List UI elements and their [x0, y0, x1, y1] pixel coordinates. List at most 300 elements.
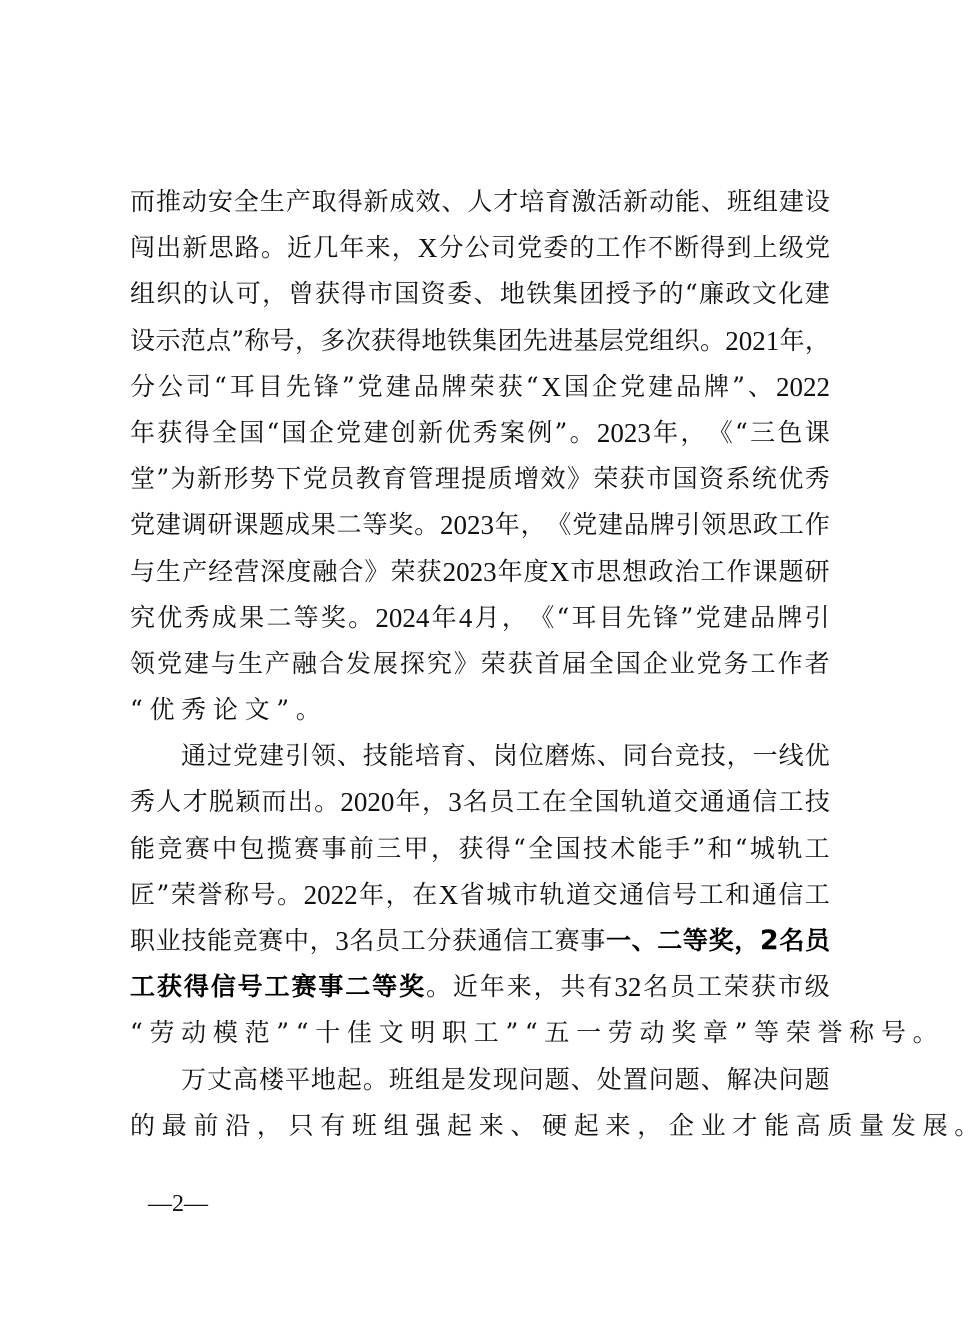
text-run: 度 — [286, 556, 312, 586]
text-run: 国 — [555, 833, 581, 863]
text-run: 共 — [560, 972, 586, 1002]
text-run: 分 — [438, 233, 464, 263]
text-run: 工 — [400, 926, 426, 955]
text-run: 一 — [752, 741, 778, 771]
text-run: 通 — [699, 787, 725, 817]
text-run: 荣 — [723, 972, 749, 1002]
text-run: 能 — [388, 741, 414, 771]
text-run: 地 — [499, 279, 525, 309]
text-run: 可 — [235, 279, 261, 309]
text-run: 公 — [464, 233, 490, 263]
text-run: 党 — [302, 464, 328, 494]
text-run: 赛 — [258, 926, 284, 955]
text-run: 题 — [778, 556, 804, 586]
text-run: 优 — [445, 417, 471, 447]
text-run: 设 — [130, 325, 156, 355]
text-run: 奖 — [671, 1018, 697, 1048]
text-run: 道 — [565, 879, 591, 909]
text-run: 、 — [466, 741, 492, 771]
text-run: 来 — [506, 972, 532, 1002]
text-run: 工 — [697, 972, 723, 1002]
text-run: 年 — [479, 972, 505, 1002]
text-run: 事 — [580, 926, 606, 955]
bold-text-run: 获 — [156, 972, 182, 1002]
text-run: 信 — [645, 879, 671, 909]
text-run: 发 — [466, 1064, 492, 1094]
text-run: 沿 — [225, 1110, 251, 1140]
text-run: 员 — [489, 787, 515, 817]
text-run: ” — [156, 879, 170, 909]
text-run: 成 — [284, 510, 310, 540]
text-run: 展 — [372, 648, 398, 678]
text-run: 思 — [596, 556, 622, 586]
text-run: 业 — [669, 648, 695, 678]
text-run: 前 — [193, 1110, 219, 1140]
text-run: 廉 — [699, 279, 725, 309]
text-run: 年 — [779, 325, 805, 355]
bold-text-run: 事 — [318, 972, 344, 1002]
text-run: 目 — [257, 371, 283, 401]
text-run: 先 — [626, 602, 652, 632]
text-run: 建 — [778, 187, 804, 216]
text-run: 年 — [339, 233, 365, 263]
text-run: 为 — [170, 464, 196, 494]
text-run: 。 — [277, 879, 303, 909]
text-run: 新 — [363, 187, 389, 216]
text-run: 在 — [541, 787, 567, 817]
text-run: 优 — [149, 695, 175, 725]
text-run: 荣 — [480, 648, 506, 678]
text-run: 优 — [804, 741, 830, 771]
text-run: 问 — [778, 1064, 804, 1094]
bold-text-run: 工 — [130, 972, 156, 1002]
text-run: 牌 — [704, 371, 730, 401]
text-run: 奖 — [320, 602, 346, 632]
text-run: 研 — [207, 510, 233, 540]
text-run: 、 — [473, 279, 499, 309]
text-line — [130, 364, 830, 410]
text-run: 技 — [700, 741, 726, 771]
text-run: 、 — [441, 187, 467, 216]
text-run: 出 — [287, 787, 313, 817]
text-run: 政 — [648, 556, 674, 586]
text-run: 司 — [490, 233, 516, 263]
text-run: 同 — [622, 741, 648, 771]
text-run: 几 — [313, 233, 339, 263]
text-run: 委 — [543, 233, 569, 263]
text-run: 赛 — [184, 833, 210, 863]
text-run: 次 — [345, 325, 371, 355]
text-run: 党 — [336, 417, 362, 447]
text-run: 育 — [440, 741, 466, 771]
text-run: 治 — [674, 556, 700, 586]
text-run: 秀 — [184, 602, 210, 632]
text-run: 党 — [572, 510, 598, 540]
text-run: 组 — [130, 279, 156, 309]
text-run: 课 — [233, 510, 259, 540]
text-run: 荣 — [170, 879, 196, 909]
text-run: 集 — [552, 279, 578, 309]
text-run: 激 — [571, 187, 597, 216]
text-run: 上 — [752, 233, 778, 263]
text-run: 统 — [751, 464, 777, 494]
text-run: 员 — [375, 926, 401, 955]
text-run: 究 — [130, 602, 156, 632]
text-run: 工 — [804, 833, 830, 863]
text-run: 作 — [777, 648, 803, 678]
text-run: 问 — [648, 1064, 674, 1094]
text-run: “ — [130, 695, 143, 725]
text-run: ” — [156, 464, 170, 494]
text-run: 道 — [647, 787, 673, 817]
text-run: 和 — [707, 833, 733, 863]
text-run: 包 — [239, 833, 265, 863]
text-run: “ — [214, 371, 227, 401]
text-run: 新 — [182, 233, 208, 263]
text-run: 产 — [182, 556, 208, 586]
bold-text-run: 一 — [605, 926, 631, 955]
text-run: 耳 — [229, 371, 255, 401]
bold-text-run: 二 — [657, 926, 683, 955]
text-run: 建 — [648, 371, 674, 401]
text-run: 新 — [418, 417, 444, 447]
text-run: 国 — [564, 371, 590, 401]
text-run: 。 — [954, 1110, 979, 1140]
text-run: 前 — [348, 833, 374, 863]
text-run: 牌 — [777, 602, 803, 632]
text-run: 通 — [477, 926, 503, 955]
text-run: 起 — [447, 1110, 473, 1140]
text-run: 全 — [233, 187, 259, 216]
text-run: 党 — [804, 233, 830, 263]
text-run: 培 — [519, 187, 545, 216]
text-run: 年 — [497, 556, 523, 586]
text-run: 。 — [912, 1018, 938, 1048]
text-run: 位 — [518, 741, 544, 771]
text-run: “ — [266, 417, 280, 447]
text-run: 授 — [605, 279, 631, 309]
text-run: 增 — [514, 464, 540, 494]
text-run: ， — [726, 741, 752, 771]
text-run: 先 — [522, 325, 548, 355]
text-run: 三 — [750, 417, 776, 447]
text-run: 发 — [345, 648, 371, 678]
text-run: 设 — [804, 187, 830, 216]
text-run: “ — [130, 1018, 143, 1048]
text-run: 现 — [492, 1064, 518, 1094]
text-run: 、 — [570, 1064, 596, 1094]
text-run: 通 — [181, 741, 207, 771]
text-run: 秀 — [472, 417, 498, 447]
text-run: 企 — [668, 1110, 694, 1140]
text-run: 市 — [512, 879, 538, 909]
text-run: 文 — [751, 279, 777, 309]
text-line — [130, 733, 830, 779]
text-run: 号 — [250, 879, 276, 909]
text-run: 工 — [778, 787, 804, 817]
text-run: X — [438, 879, 459, 910]
text-run: 秀 — [130, 787, 156, 817]
text-run: 生 — [259, 187, 285, 216]
text-line — [130, 964, 830, 1010]
text-run: 2022 — [775, 371, 830, 402]
text-run: 、 — [700, 187, 726, 216]
text-run: 探 — [399, 648, 425, 678]
text-run: 党 — [517, 233, 543, 263]
text-run: 只 — [288, 1110, 314, 1140]
text-run: 处 — [596, 1064, 622, 1094]
text-run: 有 — [320, 1110, 346, 1140]
text-run: 优 — [157, 602, 183, 632]
text-run: 思 — [727, 510, 753, 540]
text-run: 题 — [674, 1064, 700, 1094]
text-run: 脱 — [208, 787, 234, 817]
paragraph-p1 — [130, 179, 830, 733]
text-run: 建 — [155, 510, 181, 540]
text-run: 动 — [181, 1018, 207, 1048]
text-run: 国 — [394, 279, 420, 309]
text-run: 组 — [649, 325, 675, 355]
text-run: ， — [804, 325, 830, 355]
text-run: 势 — [249, 464, 275, 494]
text-run: 等 — [362, 510, 388, 540]
text-run: 层 — [598, 325, 624, 355]
text-run: 平 — [284, 1064, 310, 1094]
text-run: 。 — [569, 417, 595, 447]
text-run: 称 — [223, 879, 249, 909]
text-run: 管 — [408, 464, 434, 494]
text-run: 职 — [130, 926, 156, 955]
text-line — [130, 179, 830, 225]
text-run: 得 — [700, 233, 726, 263]
bold-text-run: 工 — [264, 972, 290, 1002]
text-run: ” — [231, 325, 245, 355]
text-run: 分 — [426, 926, 452, 955]
text-run: 3 — [448, 787, 462, 818]
text-run: 获 — [157, 417, 183, 447]
text-run: 质 — [827, 1110, 853, 1140]
text-run: 炼 — [570, 741, 596, 771]
text-run: 曾 — [288, 279, 314, 309]
text-run: 是 — [440, 1064, 466, 1094]
text-run: 2020 — [340, 787, 395, 818]
text-run: 赛 — [554, 926, 580, 955]
text-run: 匠 — [130, 879, 156, 909]
text-run: 。 — [295, 695, 321, 725]
text-run: 出 — [156, 233, 182, 263]
text-line — [130, 872, 830, 918]
text-run: 能 — [675, 187, 701, 216]
text-run: 到 — [726, 233, 752, 263]
text-run: 营 — [234, 556, 260, 586]
text-run: 揽 — [266, 833, 292, 863]
text-run: X — [417, 233, 438, 264]
text-run: 文 — [244, 695, 270, 725]
text-run: 品 — [623, 510, 649, 540]
text-run: 党 — [130, 510, 156, 540]
text-run: 荣 — [593, 464, 619, 494]
text-run: 员 — [670, 972, 696, 1002]
text-run: 工 — [778, 510, 804, 540]
text-run: 建 — [804, 279, 830, 309]
text-line — [130, 918, 830, 964]
text-run: 资 — [699, 464, 725, 494]
text-run: ， — [294, 325, 320, 355]
text-run: 建 — [363, 417, 389, 447]
text-run: ， — [637, 1110, 663, 1140]
text-run: 2022 — [303, 879, 358, 910]
text-run: 品 — [676, 371, 702, 401]
text-run: 研 — [804, 556, 830, 586]
text-run: 通 — [751, 879, 777, 909]
text-run: 动 — [181, 187, 207, 216]
text-run: 论 — [212, 695, 238, 725]
text-run: 全 — [588, 648, 614, 678]
text-run: 与 — [210, 648, 236, 678]
text-run: 国 — [672, 464, 698, 494]
text-run: 理 — [434, 464, 460, 494]
text-run: 者 — [804, 648, 830, 678]
text-run: 范 — [244, 1018, 270, 1048]
text-run: 二 — [336, 510, 362, 540]
text-run: 点 — [205, 325, 231, 355]
text-run: 荣 — [469, 371, 495, 401]
text-run: 4 — [458, 602, 473, 633]
text-run: 省 — [459, 879, 485, 909]
text-run: 2023 — [442, 556, 497, 587]
text-run: 品 — [750, 602, 776, 632]
text-run: 路 — [234, 233, 260, 263]
text-run: 《 — [546, 510, 572, 540]
text-run: ， — [430, 833, 456, 863]
text-run: 示 — [155, 325, 181, 355]
text-run: 《 — [529, 602, 555, 632]
text-run: 培 — [414, 741, 440, 771]
text-run: 最 — [161, 1110, 187, 1140]
text-run: 来 — [365, 233, 391, 263]
text-run: 誉 — [817, 1018, 843, 1048]
text-run: 推 — [155, 187, 181, 216]
text-run: 级 — [804, 972, 830, 1002]
bold-text-run: 员 — [804, 926, 830, 955]
text-run: 目 — [598, 602, 624, 632]
text-run: 年 — [653, 417, 679, 447]
text-run: “ — [513, 833, 526, 863]
text-run: 市 — [646, 464, 672, 494]
text-run: 例 — [527, 417, 553, 447]
document-body — [130, 179, 979, 1149]
text-run: 。 — [414, 510, 440, 540]
text-line — [130, 318, 830, 364]
text-run: 手 — [664, 833, 690, 863]
text-run: 党 — [357, 371, 383, 401]
text-run: 组 — [414, 1064, 440, 1094]
text-run: “ — [734, 833, 748, 863]
text-run: 工 — [473, 1018, 499, 1048]
text-run: 劳 — [149, 1018, 175, 1048]
text-run: 企 — [592, 371, 618, 401]
text-run: 闯 — [130, 233, 156, 263]
text-line — [130, 595, 830, 641]
bold-text-run: 得 — [183, 972, 209, 1002]
text-run: 不 — [647, 233, 673, 263]
text-line — [130, 549, 830, 595]
text-run: 名 — [349, 926, 375, 955]
text-run: 万 — [181, 1064, 207, 1094]
text-run: 。 — [362, 1064, 388, 1094]
text-run: 锋 — [653, 602, 679, 632]
text-run: 台 — [648, 741, 674, 771]
text-run: 竞 — [674, 741, 700, 771]
text-run: 首 — [534, 648, 560, 678]
text-run: 、 — [510, 1110, 536, 1140]
text-run: ” — [732, 371, 745, 401]
text-run: 才 — [182, 787, 208, 817]
text-run: ， — [262, 279, 288, 309]
text-run: 得 — [485, 833, 511, 863]
text-run: 合 — [338, 556, 364, 586]
bold-text-run: 号 — [237, 972, 263, 1002]
text-run: 题 — [804, 1064, 830, 1094]
text-run: 建 — [598, 510, 624, 540]
text-run: 国 — [594, 787, 620, 817]
text-run: 得 — [396, 325, 422, 355]
text-run: 、 — [336, 741, 362, 771]
text-run: 优 — [778, 464, 804, 494]
text-run: 2023 — [439, 510, 494, 541]
text-run: 赛 — [294, 833, 320, 863]
text-run: 能 — [764, 1110, 790, 1140]
text-run: 年 — [130, 417, 156, 447]
text-run: 来 — [605, 1110, 631, 1140]
text-run: 国 — [615, 648, 641, 678]
text-run: 的 — [182, 279, 208, 309]
text-run: 荣 — [390, 556, 416, 586]
text-run: 班 — [388, 1064, 414, 1094]
text-run: 获 — [416, 556, 442, 586]
text-run: 级 — [778, 233, 804, 263]
text-run: 建 — [385, 371, 411, 401]
text-run: 产 — [264, 648, 290, 678]
text-run: 进 — [548, 325, 574, 355]
text-run: 技 — [181, 926, 207, 955]
text-run: 引 — [675, 510, 701, 540]
text-run: ” — [734, 1018, 748, 1048]
text-run: 品 — [413, 371, 439, 401]
text-run: 地 — [421, 325, 447, 355]
text-run: 能 — [637, 833, 663, 863]
text-run: 务 — [723, 648, 749, 678]
text-run: 思 — [208, 233, 234, 263]
text-run: 。 — [699, 325, 725, 355]
text-run: 全 — [528, 833, 554, 863]
text-run: 市 — [367, 279, 393, 309]
text-run: 信 — [778, 879, 804, 909]
text-run: ， — [501, 602, 527, 632]
text-run: 中 — [212, 833, 238, 863]
text-run: 党 — [624, 325, 650, 355]
text-run: 岗 — [492, 741, 518, 771]
text-run: 经 — [208, 556, 234, 586]
text-run: 年 — [395, 787, 421, 817]
text-run: 技 — [804, 787, 830, 817]
text-run: 号 — [672, 879, 698, 909]
text-run: 生 — [156, 556, 182, 586]
text-run: 的 — [658, 279, 684, 309]
text-run: 成 — [389, 187, 415, 216]
text-run: 能 — [206, 926, 232, 955]
text-run: 来 — [478, 1110, 504, 1140]
